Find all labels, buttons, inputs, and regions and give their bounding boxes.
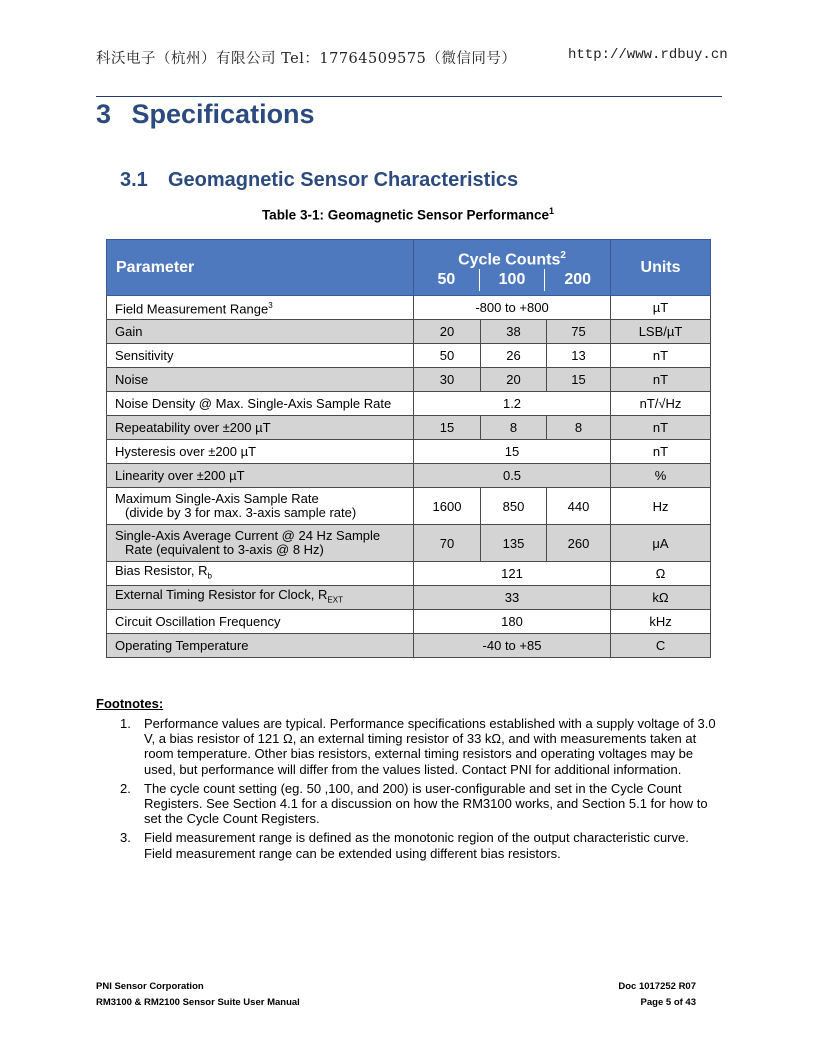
footnote-number: 2. [120, 780, 131, 796]
row-value-50: 15 [414, 416, 481, 440]
table-row [107, 296, 711, 320]
header-url-link[interactable]: http://www.rdbuy.cn [568, 47, 728, 63]
performance-table [106, 239, 711, 658]
row-unit: nT [611, 344, 711, 368]
row-unit: nT [611, 440, 711, 464]
header-units: Units [611, 240, 711, 296]
footnote-text: Field measurement range is defined as the monotonic region of the output characteristic curve. Field measurement range can be extended using different bias resistors. [144, 830, 689, 861]
row-value-200: 260 [547, 525, 611, 562]
header-cycle-counts [414, 240, 611, 296]
row-value-50: 20 [414, 320, 481, 344]
row-parameter-subscript: EXT [327, 595, 343, 605]
row-value-50: 30 [414, 368, 481, 392]
table-row [107, 634, 711, 658]
row-parameter: Noise Density @ Max. Single-Axis Sample Rate [107, 392, 414, 416]
row-parameter-line1: Maximum Single-Axis Sample Rate [115, 491, 319, 506]
row-value-50: 1600 [414, 488, 481, 525]
footer-page-number: Page 5 of 43 [640, 997, 696, 1008]
row-parameter [107, 562, 414, 586]
row-value-200: 13 [547, 344, 611, 368]
cycle-counts-label: Cycle Counts [458, 251, 561, 269]
footer-company: PNI Sensor Corporation [96, 981, 204, 992]
row-parameter: Gain [107, 320, 414, 344]
row-value-100: 135 [481, 525, 547, 562]
row-parameter: Operating Temperature [107, 634, 414, 658]
subsection-number: 3.1 [120, 169, 148, 191]
table-caption-note: 1 [549, 206, 555, 216]
footnote-item [120, 716, 720, 777]
row-value-50: 50 [414, 344, 481, 368]
header-divider [96, 96, 722, 97]
row-parameter: Circuit Oscillation Frequency [107, 610, 414, 634]
subsection-heading [120, 169, 518, 192]
row-value-100: 850 [481, 488, 547, 525]
row-parameter: Repeatability over ±200 µT [107, 416, 414, 440]
row-value: 121 [414, 562, 611, 586]
row-unit: nT [611, 368, 711, 392]
table-row [107, 488, 711, 525]
row-unit: kHz [611, 610, 711, 634]
section-title: Specifications [131, 99, 315, 129]
table-row [107, 440, 711, 464]
table-row [107, 525, 711, 562]
table-row [107, 586, 711, 610]
header-cycle-200: 200 [544, 269, 610, 291]
footnote-item [120, 830, 720, 860]
row-unit: kΩ [611, 586, 711, 610]
table-caption-text: Table 3-1: Geomagnetic Sensor Performance [261, 207, 550, 223]
row-parameter-note: 3 [268, 300, 273, 310]
row-value: -800 to +800 [414, 296, 611, 320]
row-parameter-text: External Timing Resistor for Clock, R [115, 586, 328, 602]
row-value: 15 [414, 440, 611, 464]
table-row [107, 392, 711, 416]
row-parameter: Hysteresis over ±200 µT [107, 440, 414, 464]
table-caption [0, 206, 816, 223]
row-value-200: 15 [547, 368, 611, 392]
table-row [107, 464, 711, 488]
table-row [107, 416, 711, 440]
row-value: 0.5 [414, 464, 611, 488]
row-parameter-subscript: b [207, 571, 212, 581]
row-parameter [107, 296, 414, 320]
row-unit: LSB/µT [611, 320, 711, 344]
row-parameter-line2: Rate (equivalent to 3-axis @ 8 Hz) [125, 542, 324, 557]
row-unit: nT [611, 416, 711, 440]
row-value-50: 70 [414, 525, 481, 562]
row-unit: µT [611, 296, 711, 320]
cycle-counts-note: 2 [560, 249, 566, 261]
row-value-100: 8 [481, 416, 547, 440]
footnote-item [120, 781, 720, 827]
footnote-number: 1. [120, 716, 131, 731]
row-value: 1.2 [414, 392, 611, 416]
table-row [107, 610, 711, 634]
row-unit: C [611, 634, 711, 658]
row-value-100: 38 [481, 320, 547, 344]
header-cycle-100: 100 [479, 269, 545, 291]
row-parameter-line2: (divide by 3 for max. 3-axis sample rate) [125, 505, 357, 520]
row-unit: Ω [611, 562, 711, 586]
section-number: 3 [96, 99, 112, 129]
row-value: -40 to +85 [414, 634, 611, 658]
footnote-text: Performance values are typical. Performance specifications established with a supply voltage of 3.0 V, a bias resistor of 121 Ω, an external timing resistor of 33 kΩ, and with measurements taken at room temperature. Other bias resistors, external timing resistors and operating voltages may be used, but performance will differ from the values listed. Contact PNI for additional information. [144, 716, 716, 777]
row-parameter: Sensitivity [107, 344, 414, 368]
table-row [107, 368, 711, 392]
row-parameter: Noise [107, 368, 414, 392]
row-unit: % [611, 464, 711, 488]
row-parameter [107, 488, 414, 525]
row-parameter [107, 525, 414, 562]
table-row [107, 562, 711, 586]
header-cycle-50: 50 [437, 271, 456, 289]
row-value: 33 [414, 586, 611, 610]
row-parameter-line1: Single-Axis Average Current @ 24 Hz Sample [115, 528, 381, 543]
row-parameter-text: Field Measurement Range [115, 301, 269, 317]
section-heading [96, 99, 315, 130]
row-unit: Hz [611, 488, 711, 525]
header-company-text: 科沃电子（杭州）有限公司 Tel：17764509575（微信同号） [96, 51, 517, 67]
row-value: 180 [414, 610, 611, 634]
row-value-100: 20 [481, 368, 547, 392]
row-value-200: 75 [547, 320, 611, 344]
footer-manual-title: RM3100 & RM2100 Sensor Suite User Manual [96, 997, 300, 1008]
footnote-number: 3. [120, 830, 131, 846]
footer-doc-number: Doc 1017252 R07 [618, 981, 696, 992]
subsection-title: Geomagnetic Sensor Characteristics [168, 169, 519, 191]
header-parameter: Parameter [107, 240, 414, 296]
table-row [107, 320, 711, 344]
table-row [107, 344, 711, 368]
footnotes-list [120, 716, 720, 865]
row-unit: μA [611, 525, 711, 562]
footnotes-title: Footnotes: [96, 696, 164, 711]
row-value-200: 440 [547, 488, 611, 525]
row-value-100: 26 [481, 344, 547, 368]
row-value-200: 8 [547, 416, 611, 440]
row-unit: nT/√Hz [611, 392, 711, 416]
footnote-text: The cycle count setting (eg. 50 ,100, and 200) is user-configurable and set in the Cycle Count Registers. See Section 4.1 for a discussion on how the RM3100 works, and Section 5.1 for how to set the Cycle Count Registers. [144, 780, 708, 827]
row-parameter-text: Bias Resistor, R [115, 562, 208, 578]
row-parameter: Linearity over ±200 µT [107, 464, 414, 488]
row-parameter [107, 586, 414, 610]
table-header-row [107, 240, 711, 296]
